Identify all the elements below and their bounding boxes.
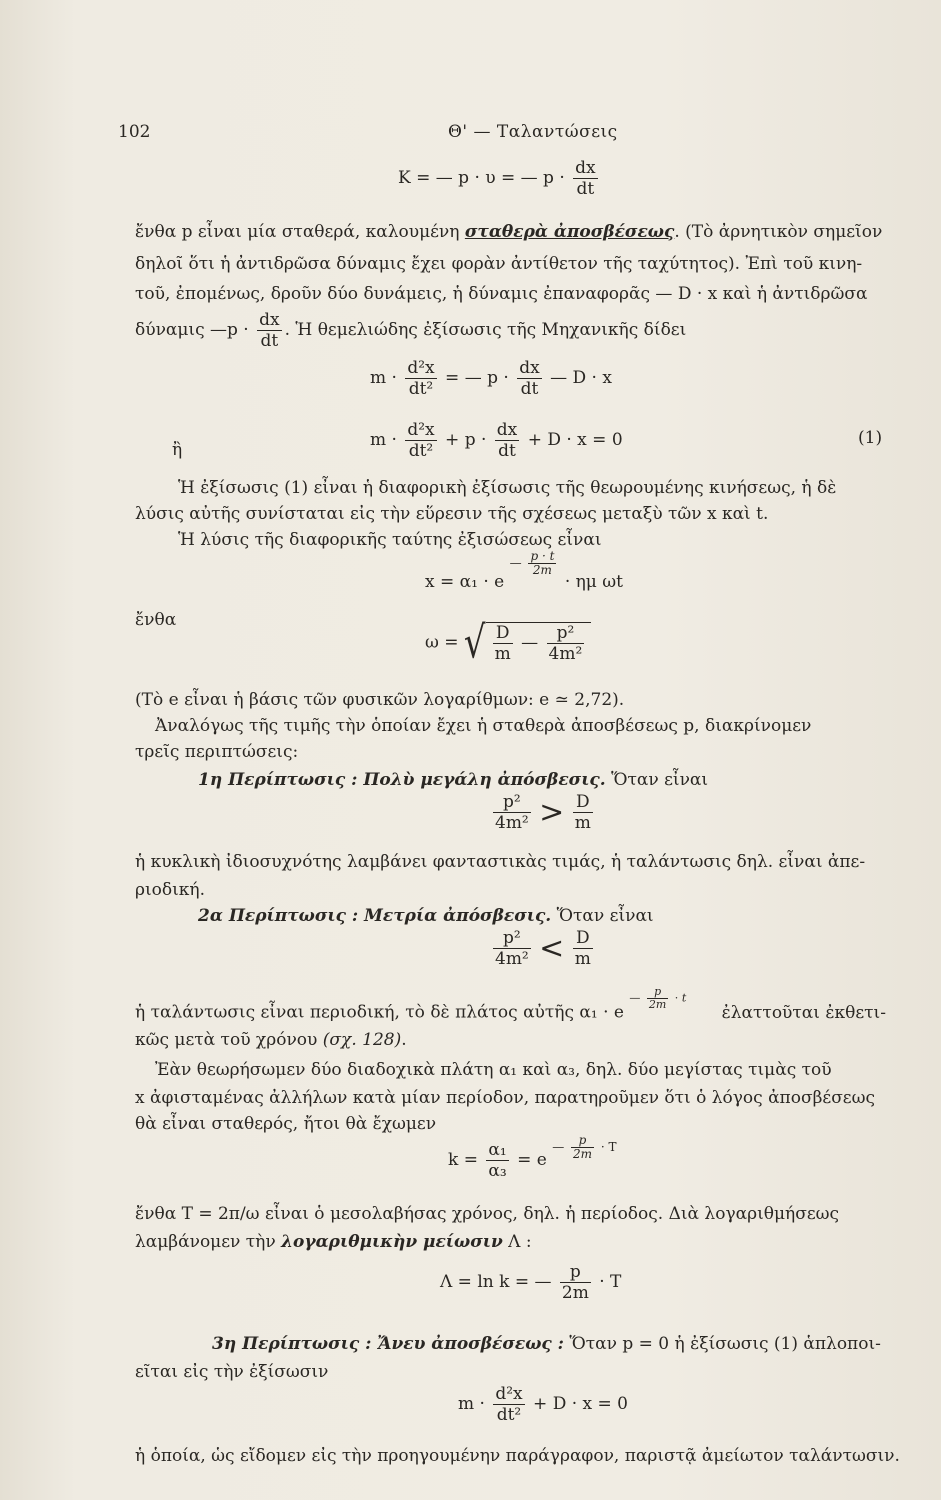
denominator: 2m (648, 998, 667, 1011)
exp-var: · T (600, 1140, 617, 1154)
denominator: 2m (532, 563, 552, 577)
text-span: Ὅταν εἶναι (611, 770, 709, 790)
denominator: dt (498, 441, 516, 461)
numerator: p (647, 986, 668, 999)
denominator: 4m² (495, 949, 529, 969)
radicand (486, 622, 592, 664)
text-span: ἡ ταλάντωσις εἶναι περιοδική, τὸ δὲ πλάτος αὐτῆς α₁ · e (135, 1002, 624, 1023)
emphasis-term: λογαριθμικὴν μείωσιν (281, 1232, 503, 1252)
text-line: Ἡ λύσις τῆς διαφορικῆς ταύτης ἐξισώσεως εἶναι (178, 530, 602, 550)
text-line (135, 310, 925, 351)
exponent (510, 550, 560, 577)
text-line: ἔνθα T = 2π/ω εἶναι ὁ μεσολαβήσας χρόνος, δηλ. ἡ περίοδος. Διὰ λογαριθμήσεως (135, 1204, 840, 1224)
denominator: 2m (573, 1147, 593, 1161)
text-line: ἡ κυκλικὴ ἰδιοσυχνότης λαμβάνει φανταστικὰς τιμάς, ἡ ταλάντωσις δηλ. εἶναι ἀπε- (135, 852, 866, 872)
denominator: dt (576, 179, 595, 199)
eq-part: + p · (445, 430, 487, 450)
eq-part: · ημ ωt (564, 572, 623, 592)
fraction (528, 550, 556, 577)
fraction (573, 158, 597, 199)
case-title: 1η Περίπτωσις : Πολὺ μεγάλη ἀπόσβεσις. (198, 770, 606, 790)
fraction (405, 358, 436, 399)
eq-part: m · (458, 1394, 485, 1414)
numerator: p² (547, 623, 585, 644)
denominator: α₃ (488, 1161, 507, 1181)
text-span: . (401, 1030, 407, 1050)
fraction (257, 310, 281, 351)
denominator: dt² (408, 441, 434, 461)
numerator: p² (493, 792, 531, 813)
numerator: α₁ (488, 1140, 507, 1160)
text-span: Ὅταν εἶναι (556, 906, 654, 926)
numerator: dx (519, 358, 540, 378)
exponent: — $\frac{p}{2m}$ · t (629, 985, 687, 1011)
denominator: dt (260, 331, 279, 351)
numerator: dx (259, 310, 280, 330)
figure-ref: (σχ. 128) (322, 1030, 402, 1050)
case-heading (198, 770, 941, 790)
fraction (647, 986, 668, 1011)
text-line: λύσις αὐτῆς συνίσταται εἰς τὴν εὕρεσιν τῆς σχέσεως μεταξὺ τῶν x καὶ t. (135, 504, 769, 524)
denominator: dt² (408, 379, 434, 399)
eq-part: = e (517, 1150, 547, 1170)
text-span: δύναμις —p · (135, 320, 249, 340)
eq-part: + D · x = 0 (527, 430, 623, 450)
text-line (135, 1232, 925, 1252)
fraction (571, 1134, 594, 1161)
text-span: Ὅταν p = 0 ἡ ἐξίσωσις (1) ἁπλοποι- (569, 1334, 881, 1354)
text-line: τρεῖς περιπτώσεις: (135, 742, 299, 762)
text-line (135, 222, 925, 242)
exponent: — $\frac{p}{2m}$ · T (552, 1133, 617, 1161)
denominator: m (494, 644, 511, 664)
fraction (560, 1262, 591, 1303)
exp-var: t (681, 991, 687, 1005)
eta-word: ἢ (172, 440, 183, 460)
text-line: τοῦ, ἐπομένως, δροῦν δύο δυνάμεις, ἡ δύναμις ἐπαναφορᾶς — D · x καὶ ἡ ἀντιδρῶσα (135, 284, 868, 304)
fraction (493, 792, 531, 833)
relation: > (539, 795, 565, 830)
eq-part: + D · x = 0 (533, 1394, 628, 1414)
equation-ratio (448, 1133, 617, 1181)
fraction (486, 1140, 508, 1181)
numerator: d²x (407, 420, 435, 440)
emphasis-term: σταθερὰ ἀποσβέσεως (464, 222, 675, 242)
denominator: dt² (496, 1405, 522, 1425)
numerator: p² (493, 928, 531, 949)
text-span: . Ἡ θεμελιώδης ἐξίσωσις τῆς Μηχανικῆς δίδει (284, 320, 687, 340)
fraction (573, 792, 593, 833)
eq-part: m · (370, 430, 397, 450)
text-line (135, 985, 925, 1027)
text-span: κῶς μετὰ τοῦ χρόνου (135, 1030, 323, 1050)
denominator: 2m (561, 1283, 589, 1303)
numerator: dx (496, 420, 518, 440)
relation: < (539, 931, 565, 966)
fraction (493, 928, 531, 969)
text-line: εῖται εἰς τὴν ἐξίσωσιν (135, 1362, 329, 1382)
text-line: (Τὸ e εἶναι ἡ βάσις τῶν φυσικῶν λογαρίθμων: e ≃ 2,72). (135, 690, 625, 710)
text-span: ἐλαττοῦται ἐκθετι- (721, 1002, 886, 1023)
numerator: D (573, 928, 593, 949)
equation-omega (425, 617, 591, 669)
text-line: Ἀναλόγως τῆς τιμῆς τὴν ὁποίαν ἔχει ἡ σταθερὰ ἀποσβέσεως p, διακρίνομεν (155, 716, 812, 736)
denominator: dt (520, 379, 539, 399)
text-line (135, 1030, 925, 1050)
text-span: ἔνθα p εἶναι μία σταθερά, καλουμένη (135, 222, 465, 242)
fraction (573, 928, 593, 969)
equation-undamped (458, 1384, 628, 1425)
eq-part: k = (448, 1150, 478, 1170)
running-title: Θ' — Ταλαντώσεις (448, 122, 618, 142)
eq-part: — D · x (550, 368, 612, 388)
case-heading (198, 906, 941, 926)
eq-part: m · (370, 368, 397, 388)
eq-part: — (521, 633, 539, 653)
eq-part: Λ = ln k = — (440, 1272, 552, 1292)
text-line: δηλοῖ ὅτι ἡ ἀντιδρῶσα δύναμις ἔχει φορὰν ἀντίθετον τῆς ταχύτητος). Ἐπὶ τοῦ κινη- (135, 254, 863, 274)
text-line: x ἀφισταμένας ἀλλήλων κατὰ μίαν περίοδον, παρατηροῦμεν ὅτι ὁ λόγος ἀποσβέσεως (135, 1088, 875, 1108)
text-line: Ἡ ἐξίσωσις (1) εἶναι ἡ διαφορικὴ ἐξίσωσις τῆς θεωρουμένης κινήσεως, ἡ δὲ (178, 478, 837, 498)
numerator: p · t (530, 549, 555, 563)
eq-part: = — p · (445, 368, 509, 388)
case-heading (212, 1334, 941, 1354)
text-line: ριοδική. (135, 880, 206, 900)
text-line: θὰ εἶναι σταθερός, ἤτοι θὰ ἔχωμεν (135, 1114, 437, 1134)
numerator: d²x (407, 358, 435, 378)
equation-case2 (490, 928, 596, 969)
eq-lhs: K = — p · υ = — p · (398, 168, 565, 188)
text-line: ἔνθα (135, 610, 177, 630)
equation-case1 (490, 792, 596, 833)
fraction (517, 358, 541, 399)
denominator: 4m² (495, 813, 529, 833)
fraction (405, 420, 436, 461)
numerator: D (573, 792, 593, 813)
case-title: 2α Περίπτωσις : Μετρία ἀπόσβεσις. (198, 906, 552, 926)
fraction (547, 623, 585, 664)
fraction (493, 623, 513, 664)
text-span: λαμβάνομεν τὴν (135, 1232, 282, 1252)
equation-number: (1) (858, 428, 883, 448)
numerator: D (493, 623, 513, 644)
text-span: . (Τὸ ἀρνητικὸν σημεῖον (674, 222, 883, 242)
text-line: Ἐὰν θεωρήσωμεν δύο διαδοχικὰ πλάτη α₁ καὶ α₃, δηλ. δύο μεγίστας τιμὰς τοῦ (155, 1060, 832, 1080)
numerator: dx (575, 158, 596, 178)
exp-sign: — (509, 556, 522, 570)
eq-part: ω = (425, 632, 459, 653)
page-number: 102 (118, 122, 151, 142)
denominator: m (574, 949, 591, 969)
fraction (495, 420, 519, 461)
equation-damping-force (398, 158, 601, 199)
text-line: ἡ ὁποία, ὡς εἴδομεν εἰς τὴν προηγουμένην παράγραφον, παριστᾷ ἀμείωτον ταλάντωσιν. (135, 1446, 900, 1466)
text-span: Λ : (502, 1232, 532, 1252)
case-title: 3η Περίπτωσις : Ἄνευ ἀποσβέσεως : (212, 1334, 564, 1354)
eq-part: · T (599, 1272, 622, 1292)
equation-differential (370, 420, 623, 461)
eq-part: x = α₁ · e (425, 572, 505, 592)
denominator: m (574, 813, 591, 833)
equation-motion (370, 358, 612, 399)
equation-log-decrement (440, 1262, 621, 1303)
numerator: p (571, 1134, 594, 1148)
numerator: p (560, 1262, 591, 1283)
sqrt-icon: √ (463, 617, 486, 669)
denominator: 4m² (548, 644, 583, 664)
fraction (493, 1384, 524, 1425)
numerator: d²x (495, 1384, 523, 1404)
